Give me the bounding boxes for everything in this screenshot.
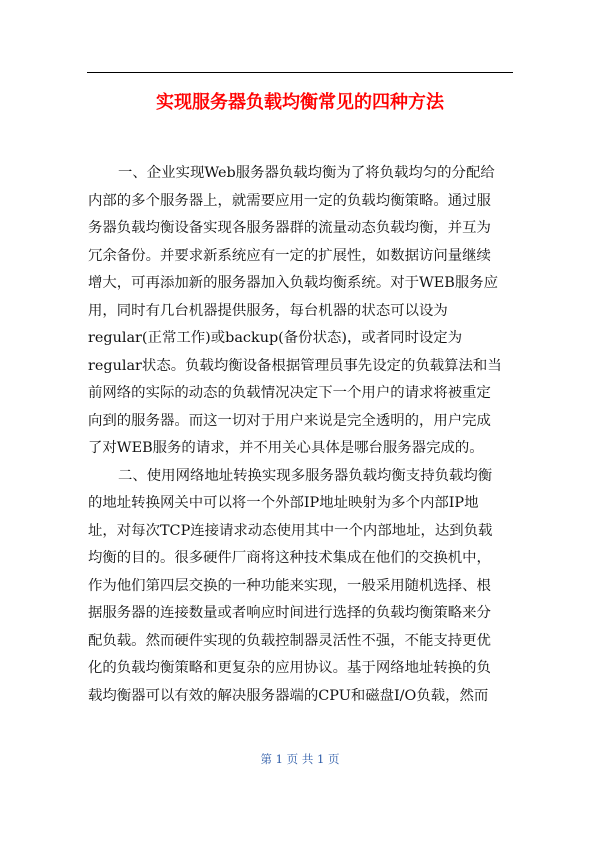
paragraph-2-line: 作为他们第四层交换的一种功能来实现，一般采用随机选择、根: [88, 577, 491, 594]
paragraph-1-line: 增大，可再添加新的服务器加入负载均衡系统。对于WEB服务应: [88, 275, 499, 291]
paragraph-2-line: 均衡的目的。很多硬件厂商将这种技术集成在他们的交换机中，: [88, 550, 491, 566]
paragraph-1-line: regular状态。负载均衡设备根据管理员事先设定的负载算法和当: [88, 357, 502, 374]
paragraph-2-line: 载均衡器可以有效的解决服务器端的CPU和磁盘I/O负载，然而: [88, 687, 489, 704]
paragraph-1-line: 了对WEB服务的请求，并不用关心具体是哪台服务器完成的。: [88, 440, 484, 456]
paragraph-1-line: 一、企业实现Web服务器负载均衡为了将负载均匀的分配给: [118, 165, 495, 181]
document-body: [88, 160, 518, 710]
paragraph-1-line: 用，同时有几台机器提供服务，每台机器的状态可以设为: [88, 302, 448, 319]
paragraph-2-line: 址，对每次TCP连接请求动态使用其中一个内部地址，达到负载: [88, 522, 493, 539]
header-rule: [87, 72, 513, 73]
paragraph-1-line: regular(正常工作)或backup(备份状态)，或者同时设定为: [88, 330, 463, 346]
paragraph-1-line: 务器负载均衡设备实现各服务器群的流量动态负载均衡，并互为: [88, 220, 491, 236]
paragraph-1-line: 冗余备份。并要求新系统应有一定的扩展性，如数据访问量继续: [88, 247, 491, 264]
document-title: 实现服务器负载均衡常见的四种方法: [156, 92, 444, 113]
paragraph-2-line: 配负载。然而硬件实现的负载控制器灵活性不强，不能支持更优: [88, 632, 491, 649]
page-footer: 第 1 页 共 1 页: [260, 752, 340, 766]
paragraph-2-line: 的地址转换网关中可以将一个外部IP地址映射为多个内部IP地: [88, 495, 479, 511]
paragraph-1-line: 向到的服务器。而这一切对于用户来说是完全透明的，用户完成: [88, 412, 491, 429]
paragraph-1-line: 内部的多个服务器上，就需要应用一定的负载均衡策略。通过服: [88, 192, 491, 209]
paragraph-2-line: 据服务器的连接数量或者响应时间进行选择的负载均衡策略来分: [88, 605, 491, 621]
paragraph-1-line: 前网络的实际的动态的负载情况决定下一个用户的请求将被重定: [88, 385, 491, 401]
paragraph-2-line: 化的负载均衡策略和更复杂的应用协议。基于网络地址转换的负: [88, 660, 491, 676]
paragraph-2-line: 二、使用网络地址转换实现多服务器负载均衡支持负载均衡: [118, 467, 493, 484]
